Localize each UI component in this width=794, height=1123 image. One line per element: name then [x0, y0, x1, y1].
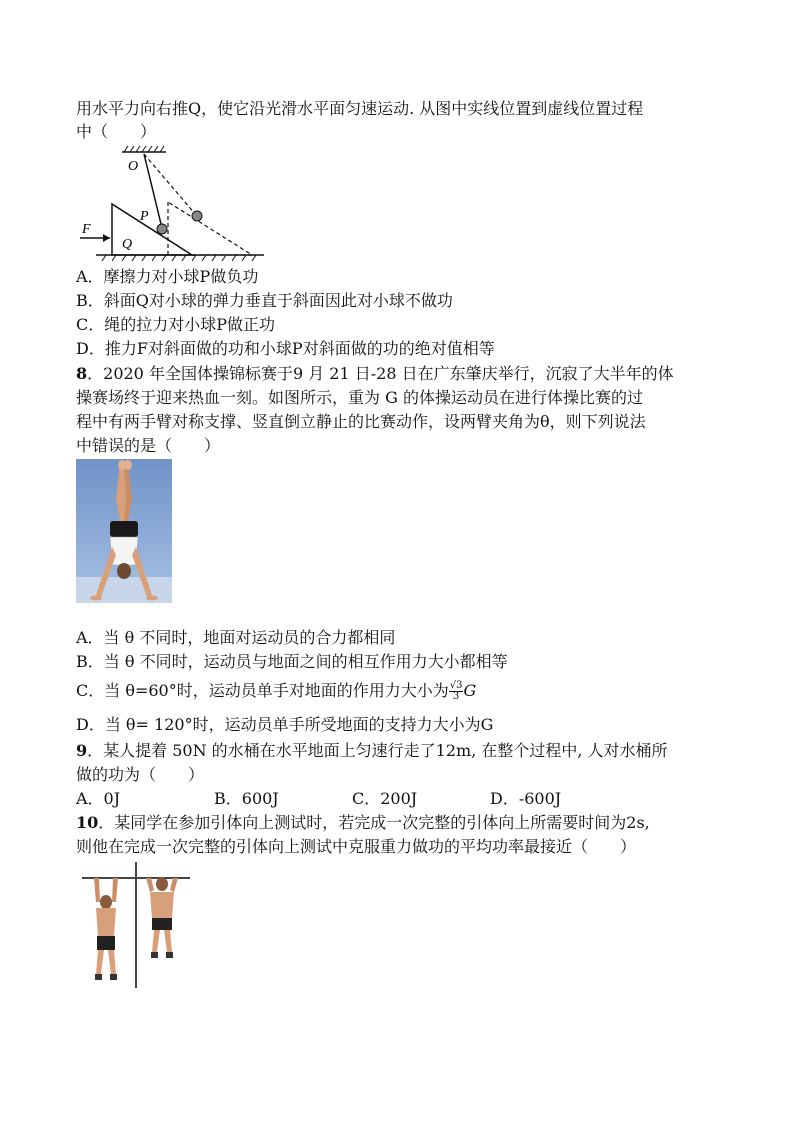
q7-stem-line-1: 用水平力向右推Q，使它沿光滑水平面匀速运动. 从图中实线位置到虚线位置过程: [76, 99, 644, 118]
q8-option-c: [76, 680, 476, 702]
q9-option-c: C．200J: [352, 789, 418, 808]
q8-stem-line-3: 程中有两手臂对称支撑、竖直倒立静止的比赛动作，设两臂夹角为θ，则下列说法: [76, 412, 646, 431]
q8-stem-text-1: ．2020 年全国体操锦标赛于9 月 21 日-28 日在广东肇庆举行，沉寂了大半年的体: [87, 364, 674, 383]
q9-option-d: D．-600J: [490, 789, 562, 808]
q9-stem-line-2: 做的功为（ ）: [76, 765, 205, 784]
q9-stem-text-1: ．某人提着 50N 的水桶在水平地面上匀速行走了12m, 在整个过程中, 人对水桶所: [87, 741, 668, 760]
q8-option-c-text: C．当 θ=60°时，运动员单手对地面的作用力大小为: [76, 681, 449, 700]
fraction-denominator: 3: [452, 691, 460, 702]
q9-number: 9: [76, 741, 88, 760]
q8-option-c-g: G: [463, 681, 477, 700]
q10-stem-line-2: 则他在完成一次完整的引体向上测试中克服重力做功的平均功率最接近（ ）: [76, 837, 637, 856]
q7-option-d: D．推力F对斜面做的功和小球P对斜面做的功的绝对值相等: [76, 339, 495, 358]
q8-stem-line-4: 中错误的是（ ）: [76, 436, 221, 455]
q7-incline-figure: [76, 142, 266, 262]
q9-option-b: B．600J: [214, 789, 279, 808]
q7-stem-line-2: 中（ ）: [76, 122, 157, 141]
q8-option-d: D．当 θ= 120°时，运动员单手所受地面的支持力大小为G: [76, 715, 494, 734]
label-o: O: [128, 159, 139, 174]
q10-stem-text-1: ．某同学在参加引体向上测试时，若完成一次完整的引体向上所需要时间为2s,: [98, 813, 650, 832]
q8-option-b: B．当 θ 不同时，运动员与地面之间的相互作用力大小都相等: [76, 652, 508, 671]
q9-options: [76, 788, 561, 810]
label-q: Q: [122, 237, 133, 252]
label-p: P: [140, 209, 149, 224]
q8-option-c-fraction: [449, 681, 464, 702]
q9-option-a: A．0J: [76, 789, 121, 808]
q7-option-b: B．斜面Q对小球的弹力垂直于斜面因此对小球不做功: [76, 291, 453, 310]
q8-number: 8: [76, 364, 88, 383]
q10-stem-line-1: [76, 812, 650, 834]
q9-stem-line-1: [76, 740, 668, 762]
q10-number: 10: [76, 813, 99, 832]
q8-option-a: A．当 θ 不同时，地面对运动员的合力都相同: [76, 628, 396, 647]
pull-up-photo: [82, 862, 190, 988]
q7-option-a: A．摩擦力对小球P做负功: [76, 267, 259, 286]
q7-option-c: C．绳的拉力对小球P做正功: [76, 315, 276, 334]
label-f: F: [82, 222, 91, 237]
q8-stem-line-1: [76, 363, 674, 385]
gymnast-handstand-photo: [76, 459, 172, 603]
fraction-numerator: √3: [449, 680, 463, 691]
q8-stem-line-2: 操赛场终于迎来热血一刻。如图所示，重为 G 的体操运动员在进行体操比赛的过: [76, 388, 643, 407]
